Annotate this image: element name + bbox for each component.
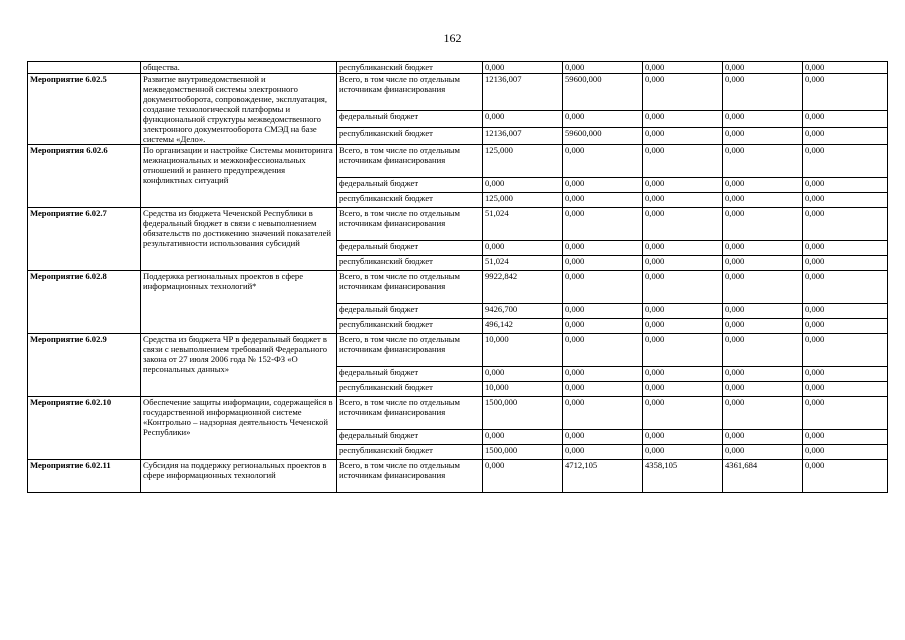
measure-description: Обеспечение защиты информации, содержащейся в государственной информационной системе «Контрольно – надзорная деятельность Чеченской Республики» [141,397,337,460]
amount-cell: 0,000 [723,319,803,334]
funding-source: республиканский бюджет [337,62,483,74]
measure-description: По организации и настройке Системы мониторинга межнациональных и межконфессиональных отношений и раннего предупреждения конфликтных ситуаций [141,145,337,208]
amount-cell: 0,000 [643,178,723,193]
amount-cell: 0,000 [643,334,723,367]
amount-cell: 0,000 [563,208,643,241]
funding-source: Всего, в том числе по отдельным источникам финансирования [337,397,483,430]
amount-cell: 0,000 [723,193,803,208]
amount-cell: 0,000 [803,62,888,74]
amount-cell: 0,000 [563,256,643,271]
amount-cell: 0,000 [803,208,888,241]
amount-cell: 0,000 [803,128,888,145]
funding-source: федеральный бюджет [337,304,483,319]
amount-cell: 0,000 [563,430,643,445]
amount-cell: 0,000 [563,367,643,382]
amount-cell: 0,000 [723,430,803,445]
funding-source: Всего, в том числе по отдельным источникам финансирования [337,271,483,304]
amount-cell: 125,000 [483,193,563,208]
amount-cell: 0,000 [803,111,888,128]
amount-cell: 9922,842 [483,271,563,304]
amount-cell: 0,000 [563,445,643,460]
amount-cell: 1500,000 [483,397,563,430]
funding-source: республиканский бюджет [337,128,483,145]
amount-cell: 0,000 [643,62,723,74]
amount-cell: 12136,007 [483,128,563,145]
funding-source: Всего, в том числе по отдельным источникам финансирования [337,334,483,367]
funding-source: Всего, в том числе по отдельным источникам финансирования [337,460,483,493]
amount-cell: 0,000 [643,111,723,128]
table-row [28,145,888,178]
amount-cell: 0,000 [563,319,643,334]
amount-cell: 0,000 [563,111,643,128]
amount-cell: 0,000 [723,208,803,241]
amount-cell: 0,000 [643,208,723,241]
amount-cell: 0,000 [723,256,803,271]
funding-source: федеральный бюджет [337,178,483,193]
amount-cell: 0,000 [563,178,643,193]
amount-cell: 0,000 [483,111,563,128]
funding-source: республиканский бюджет [337,256,483,271]
amount-cell: 0,000 [723,128,803,145]
amount-cell: 0,000 [643,74,723,111]
amount-cell: 0,000 [723,62,803,74]
measure-description: Средства из бюджета ЧР в федеральный бюджет в связи с невыполнением требований Федерального закона от 27 июля 2006 года № 152-ФЗ «О персональных данных» [141,334,337,397]
amount-cell: 0,000 [803,319,888,334]
amount-cell: 0,000 [803,256,888,271]
measure-code: Мероприятие 6.02.7 [28,208,141,271]
amount-cell: 0,000 [803,460,888,493]
amount-cell: 0,000 [643,319,723,334]
measure-description: Субсидия на поддержку региональных проектов в сфере информационных технологий [141,460,337,493]
amount-cell: 0,000 [643,241,723,256]
amount-cell: 0,000 [563,241,643,256]
amount-cell: 0,000 [803,334,888,367]
measure-code: Мероприятие 6.02.8 [28,271,141,334]
funding-source: Всего, в том числе по отдельным источникам финансирования [337,145,483,178]
amount-cell: 0,000 [803,178,888,193]
table-row [28,397,888,430]
amount-cell: 59600,000 [563,128,643,145]
amount-cell: 0,000 [723,445,803,460]
amount-cell: 0,000 [803,145,888,178]
amount-cell: 496,142 [483,319,563,334]
amount-cell: 0,000 [723,145,803,178]
measure-code: Мероприятия 6.02.6 [28,145,141,208]
amount-cell: 0,000 [483,430,563,445]
amount-cell: 0,000 [643,430,723,445]
amount-cell: 0,000 [563,304,643,319]
measure-code: Мероприятие 6.02.11 [28,460,141,493]
amount-cell: 0,000 [723,178,803,193]
amount-cell: 0,000 [483,62,563,74]
amount-cell: 0,000 [643,367,723,382]
amount-cell: 1500,000 [483,445,563,460]
amount-cell: 0,000 [723,271,803,304]
amount-cell: 0,000 [803,241,888,256]
measure-code [28,62,141,74]
measure-description: Средства из бюджета Чеченской Республики в федеральный бюджет в связи с невыполнением обязательств по достижению значений показателей результативности использования субсидий [141,208,337,271]
amount-cell: 0,000 [483,367,563,382]
measure-code: Мероприятие 6.02.5 [28,74,141,145]
amount-cell: 0,000 [803,445,888,460]
funding-source: Всего, в том числе по отдельным источникам финансирования [337,208,483,241]
amount-cell: 12136,007 [483,74,563,111]
budget-table [27,61,888,493]
amount-cell: 0,000 [563,397,643,430]
amount-cell: 0,000 [723,241,803,256]
measure-description: Развитие внутриведомственной и межведомственной системы электронного документооборота, сопровождение, эксплуатация, создание технологической платформы и функциональной структуры межведомственного электронного документооборота СМЭД на базе системы «Дело». [141,74,337,145]
funding-source: республиканский бюджет [337,193,483,208]
amount-cell: 4361,684 [723,460,803,493]
amount-cell: 0,000 [723,397,803,430]
amount-cell: 0,000 [803,367,888,382]
funding-source: республиканский бюджет [337,319,483,334]
amount-cell: 4358,105 [643,460,723,493]
amount-cell: 0,000 [483,460,563,493]
amount-cell: 0,000 [563,145,643,178]
measure-description: общества. [141,62,337,74]
funding-source: федеральный бюджет [337,430,483,445]
amount-cell: 51,024 [483,208,563,241]
amount-cell: 9426,700 [483,304,563,319]
amount-cell: 0,000 [643,382,723,397]
amount-cell: 0,000 [723,111,803,128]
table-row [28,460,888,493]
measure-code: Мероприятие 6.02.10 [28,397,141,460]
amount-cell: 10,000 [483,382,563,397]
table-row [28,334,888,367]
amount-cell: 59600,000 [563,74,643,111]
amount-cell: 0,000 [723,367,803,382]
amount-cell: 10,000 [483,334,563,367]
amount-cell: 0,000 [803,397,888,430]
amount-cell: 0,000 [803,193,888,208]
funding-source: республиканский бюджет [337,445,483,460]
amount-cell: 0,000 [643,304,723,319]
funding-source: федеральный бюджет [337,241,483,256]
table-row [28,62,888,74]
amount-cell: 0,000 [803,304,888,319]
amount-cell: 0,000 [563,193,643,208]
amount-cell: 51,024 [483,256,563,271]
amount-cell: 0,000 [643,256,723,271]
amount-cell: 0,000 [483,241,563,256]
amount-cell: 0,000 [723,74,803,111]
amount-cell: 0,000 [563,62,643,74]
amount-cell: 0,000 [803,271,888,304]
amount-cell: 0,000 [803,430,888,445]
funding-source: федеральный бюджет [337,367,483,382]
amount-cell: 0,000 [643,445,723,460]
measure-code: Мероприятие 6.02.9 [28,334,141,397]
amount-cell: 0,000 [723,334,803,367]
amount-cell: 0,000 [723,304,803,319]
amount-cell: 4712,105 [563,460,643,493]
table-row [28,74,888,111]
table-row [28,208,888,241]
amount-cell: 0,000 [643,397,723,430]
amount-cell: 0,000 [643,128,723,145]
amount-cell: 0,000 [803,74,888,111]
amount-cell: 0,000 [643,271,723,304]
amount-cell: 0,000 [643,193,723,208]
funding-source: республиканский бюджет [337,382,483,397]
measure-description: Поддержка региональных проектов в сфере информационных технологий* [141,271,337,334]
table-row [28,271,888,304]
amount-cell: 0,000 [643,145,723,178]
page-number: 162 [443,31,462,45]
funding-source: Всего, в том числе по отдельным источникам финансирования [337,74,483,111]
amount-cell: 0,000 [723,382,803,397]
amount-cell: 0,000 [483,178,563,193]
amount-cell: 125,000 [483,145,563,178]
funding-source: федеральный бюджет [337,111,483,128]
amount-cell: 0,000 [803,382,888,397]
amount-cell: 0,000 [563,271,643,304]
amount-cell: 0,000 [563,382,643,397]
amount-cell: 0,000 [563,334,643,367]
